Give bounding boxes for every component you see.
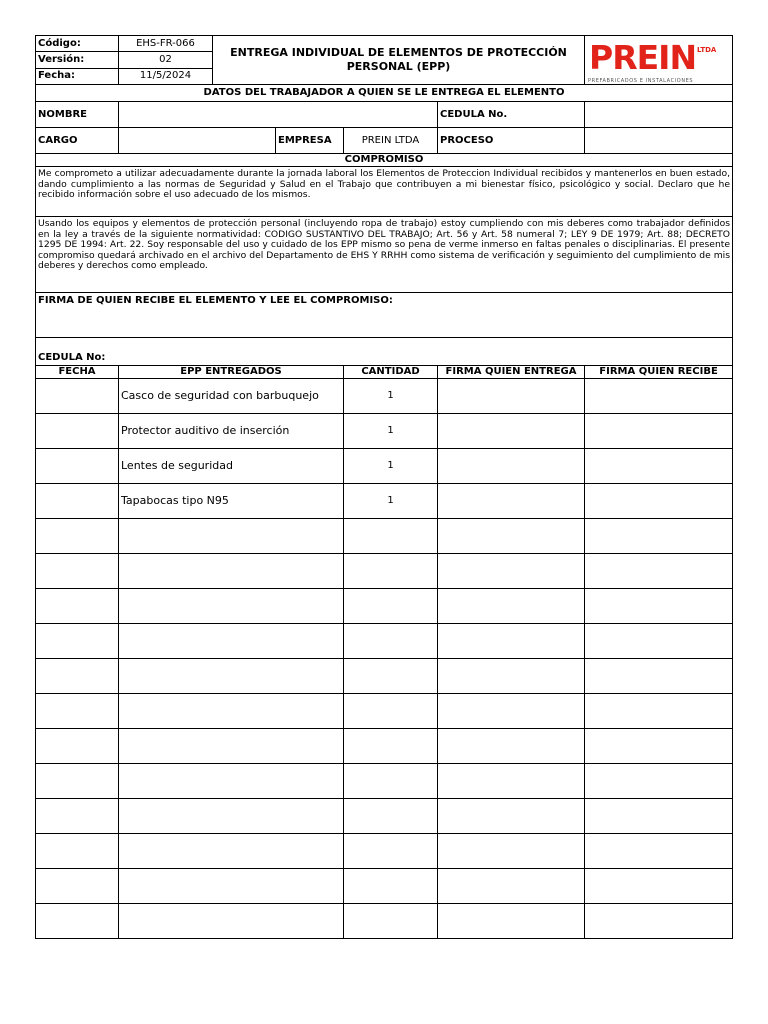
- cantidad-cell[interactable]: [344, 869, 438, 904]
- epp-cell[interactable]: Lentes de seguridad: [119, 449, 344, 484]
- epp-cell[interactable]: [119, 869, 344, 904]
- col-header-firma-entrega: FIRMA QUIEN ENTREGA: [438, 366, 585, 379]
- cantidad-cell[interactable]: 1: [344, 484, 438, 519]
- cantidad-cell[interactable]: [344, 904, 438, 939]
- fecha-cell[interactable]: [36, 834, 119, 869]
- epp-cell[interactable]: [119, 764, 344, 799]
- firma-entrega-cell[interactable]: [438, 694, 585, 729]
- proceso-label: PROCESO: [438, 128, 585, 154]
- firma-recibe-cell[interactable]: [585, 379, 733, 414]
- firma-recibe-cell[interactable]: [585, 414, 733, 449]
- cantidad-cell[interactable]: [344, 834, 438, 869]
- firma-recibe-cell[interactable]: [585, 519, 733, 554]
- table-row: [36, 729, 733, 764]
- fecha-cell[interactable]: [36, 484, 119, 519]
- table-row: [36, 659, 733, 694]
- firma-recibe-cell[interactable]: [585, 869, 733, 904]
- col-header-fecha: FECHA: [36, 366, 119, 379]
- firma-entrega-cell[interactable]: [438, 624, 585, 659]
- fecha-cell[interactable]: [36, 449, 119, 484]
- firma-entrega-cell[interactable]: [438, 799, 585, 834]
- form-title: ENTREGA INDIVIDUAL DE ELEMENTOS DE PROTECCIÓN PERSONAL (EPP): [213, 36, 585, 85]
- proceso-field[interactable]: [585, 128, 733, 154]
- firma-entrega-cell[interactable]: [438, 484, 585, 519]
- firma-recibe-cell[interactable]: [585, 484, 733, 519]
- fecha-cell[interactable]: [36, 799, 119, 834]
- cedula-field[interactable]: [585, 102, 733, 128]
- firma-recibe-cell[interactable]: [585, 589, 733, 624]
- cantidad-cell[interactable]: [344, 554, 438, 589]
- epp-cell[interactable]: [119, 659, 344, 694]
- fecha-cell[interactable]: [36, 729, 119, 764]
- fecha-label: Fecha:: [36, 68, 119, 84]
- fecha-cell[interactable]: [36, 904, 119, 939]
- fecha-cell[interactable]: [36, 379, 119, 414]
- cargo-label: CARGO: [36, 128, 119, 154]
- cantidad-cell[interactable]: [344, 589, 438, 624]
- firma-entrega-cell[interactable]: [438, 414, 585, 449]
- firma-recibe-cell[interactable]: [585, 729, 733, 764]
- cantidad-cell[interactable]: [344, 764, 438, 799]
- epp-cell[interactable]: Tapabocas tipo N95: [119, 484, 344, 519]
- epp-cell[interactable]: Casco de seguridad con barbuquejo: [119, 379, 344, 414]
- epp-cell[interactable]: [119, 624, 344, 659]
- table-row: [36, 449, 733, 484]
- firma-recibe-cell[interactable]: [585, 624, 733, 659]
- firma-recibe-cell[interactable]: [585, 764, 733, 799]
- codigo-label: Código:: [36, 36, 119, 52]
- delivery-rows: [36, 379, 733, 939]
- col-header-firma-recibe: FIRMA QUIEN RECIBE: [585, 366, 733, 379]
- firma-entrega-cell[interactable]: [438, 729, 585, 764]
- firma-recibe-cell[interactable]: [585, 834, 733, 869]
- fecha-cell[interactable]: [36, 554, 119, 589]
- nombre-label: NOMBRE: [36, 102, 119, 128]
- cantidad-cell[interactable]: [344, 659, 438, 694]
- epp-cell[interactable]: [119, 589, 344, 624]
- version-value: 02: [119, 52, 213, 68]
- commitment-paragraph-1: Me comprometo a utilizar adecuadamente durante la jornada laboral los Elementos de Proteccion Individual recibidos y mantenerlos en buen estado, dando cumplimiento a las normas de Seguridad y Salud en el Trabajo que contribuyen a mi bienestar físico, psicológico y social. Declaro que he recibido información sobre el uso adecuado de los mismos.: [36, 167, 733, 217]
- firma-entrega-cell[interactable]: [438, 589, 585, 624]
- table-row: [36, 694, 733, 729]
- epp-cell[interactable]: [119, 834, 344, 869]
- firma-recibe-cell[interactable]: [585, 554, 733, 589]
- cargo-field[interactable]: [119, 128, 276, 154]
- table-row: [36, 554, 733, 589]
- table-row: [36, 519, 733, 554]
- cantidad-cell[interactable]: 1: [344, 379, 438, 414]
- firma-entrega-cell[interactable]: [438, 904, 585, 939]
- logo-ltda: LTDA: [697, 46, 717, 54]
- firma-entrega-cell[interactable]: [438, 554, 585, 589]
- cantidad-cell[interactable]: [344, 624, 438, 659]
- company-logo: [585, 36, 733, 85]
- cedula-no-label: CEDULA No:: [38, 352, 106, 363]
- fecha-cell[interactable]: [36, 694, 119, 729]
- commitment-section-title: COMPROMISO: [36, 154, 733, 167]
- firma-recibe-cell[interactable]: [585, 449, 733, 484]
- empresa-value: PREIN LTDA: [344, 128, 438, 154]
- cedula-no-field[interactable]: [36, 338, 733, 366]
- table-row: [36, 589, 733, 624]
- cantidad-cell[interactable]: [344, 729, 438, 764]
- table-row: [36, 869, 733, 904]
- firma-entrega-cell[interactable]: [438, 834, 585, 869]
- table-row: [36, 624, 733, 659]
- epp-cell[interactable]: [119, 799, 344, 834]
- table-row: [36, 834, 733, 869]
- version-label: Versión:: [36, 52, 119, 68]
- commitment-paragraph-2: Usando los equipos y elementos de protección personal (incluyendo ropa de trabajo) estoy cumpliendo con mis deberes como trabajador definidos en la ley a través de la siguiente normatividad: CODIGO SUSTANTIVO DEL TRABAJO; Art. 56 y Art. 58 numeral 7; LEY 9 DE 1979; Art. 88; DECRETO 1295 DE 1994: Art. 22. Soy responsable del uso y cuidado de los EPP mismo so pena de verme inmerso en faltas penales o disciplinarias. El presente compromiso quedará archivado en el archivo del Departamento de EHS Y RRHH como sistema de verificación y seguimiento del cumplimiento de mis deberes y derechos como empleado.: [36, 217, 733, 293]
- epp-cell[interactable]: [119, 904, 344, 939]
- cantidad-cell[interactable]: [344, 694, 438, 729]
- signature-label: FIRMA DE QUIEN RECIBE EL ELEMENTO Y LEE EL COMPROMISO:: [38, 295, 393, 306]
- col-header-epp: EPP ENTREGADOS: [119, 366, 344, 379]
- epp-form: [35, 35, 732, 939]
- firma-entrega-cell[interactable]: [438, 379, 585, 414]
- firma-recibe-cell[interactable]: [585, 799, 733, 834]
- firma-entrega-cell[interactable]: [438, 869, 585, 904]
- epp-cell[interactable]: [119, 554, 344, 589]
- empresa-label: EMPRESA: [276, 128, 344, 154]
- epp-cell[interactable]: Protector auditivo de inserción: [119, 414, 344, 449]
- firma-entrega-cell[interactable]: [438, 519, 585, 554]
- fecha-cell[interactable]: [36, 764, 119, 799]
- epp-cell[interactable]: [119, 694, 344, 729]
- logo-wordmark: PREIN: [589, 38, 697, 77]
- table-row: [36, 799, 733, 834]
- table-row: [36, 764, 733, 799]
- codigo-value: EHS-FR-066: [119, 36, 213, 52]
- fecha-cell[interactable]: [36, 414, 119, 449]
- table-row: [36, 379, 733, 414]
- fecha-cell[interactable]: [36, 589, 119, 624]
- logo-subtitle: PREFABRICADOS E INSTALACIONES: [588, 78, 694, 84]
- firma-recibe-cell[interactable]: [585, 904, 733, 939]
- fecha-cell[interactable]: [36, 869, 119, 904]
- cantidad-cell[interactable]: 1: [344, 449, 438, 484]
- fecha-value: 11/5/2024: [119, 68, 213, 84]
- firma-entrega-cell[interactable]: [438, 659, 585, 694]
- table-row: [36, 904, 733, 939]
- cantidad-cell[interactable]: [344, 799, 438, 834]
- table-row: [36, 414, 733, 449]
- fecha-cell[interactable]: [36, 659, 119, 694]
- table-row: [36, 484, 733, 519]
- nombre-field[interactable]: [119, 102, 438, 128]
- worker-section-title: DATOS DEL TRABAJADOR A QUIEN SE LE ENTREGA EL ELEMENTO: [36, 85, 733, 102]
- cantidad-cell[interactable]: [344, 519, 438, 554]
- epp-cell[interactable]: [119, 729, 344, 764]
- cantidad-cell[interactable]: 1: [344, 414, 438, 449]
- firma-entrega-cell[interactable]: [438, 764, 585, 799]
- fecha-cell[interactable]: [36, 519, 119, 554]
- col-header-cantidad: CANTIDAD: [344, 366, 438, 379]
- form-table: [35, 35, 733, 939]
- cedula-label: CEDULA No.: [438, 102, 585, 128]
- firma-recibe-cell[interactable]: [585, 659, 733, 694]
- signature-field[interactable]: [36, 293, 733, 338]
- fecha-cell[interactable]: [36, 624, 119, 659]
- firma-entrega-cell[interactable]: [438, 449, 585, 484]
- firma-recibe-cell[interactable]: [585, 694, 733, 729]
- epp-cell[interactable]: [119, 519, 344, 554]
